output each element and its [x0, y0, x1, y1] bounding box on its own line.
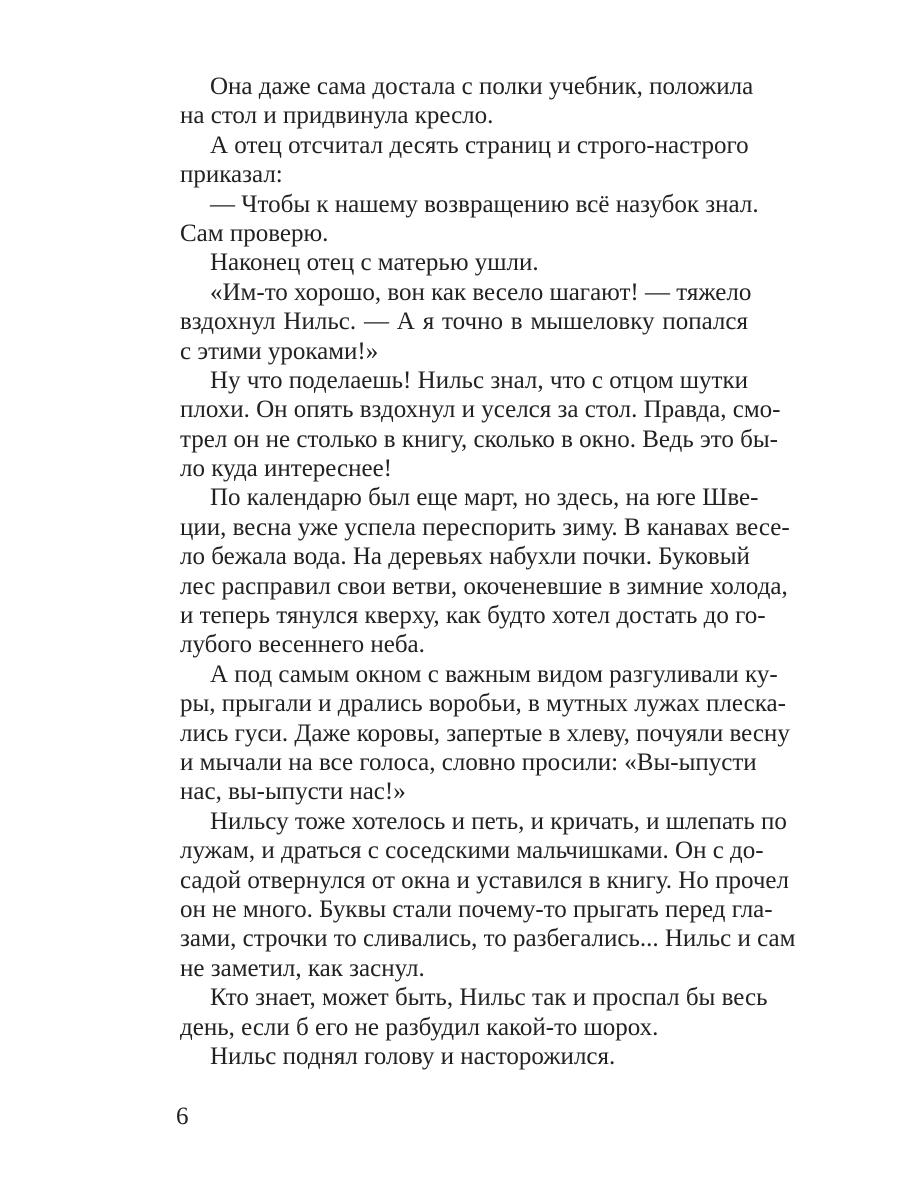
text-line: — Чтобы к нашему возвращению всё назубок знал. — [210, 190, 759, 218]
paragraph — [180, 807, 796, 983]
text-line: и теперь тянулся кверху, как будто хотел достать до го- — [180, 602, 766, 630]
paragraph — [180, 72, 754, 131]
paragraph — [180, 366, 781, 484]
text-line: приказал: — [180, 161, 283, 189]
text-line: и мычали на все голоса, словно просили: «Вы-ыпусти — [180, 748, 757, 776]
text-line: «Им-то хорошо, вон как весело шагают! — тяжело — [210, 278, 752, 306]
text-line: По календарю был еще март, но здесь, на юге Шве- — [210, 484, 759, 512]
paragraph — [180, 131, 748, 190]
text-line: ции, весна уже успела переспорить зиму. В канавах весе- — [180, 513, 790, 541]
paragraph — [180, 1042, 748, 1071]
text-line: плохи. Он опять вздохнул и уселся за стол. Правда, смо- — [180, 396, 781, 424]
text-line: Сам проверю. — [180, 219, 329, 247]
text-line: лес расправил свои ветви, окоченевшие в зимние холода, — [180, 572, 788, 600]
paragraph — [180, 190, 759, 249]
text-line: А отец отсчитал десять страниц и строго-настрого — [210, 131, 749, 159]
text-line: Нильс поднял голову и насторожился. — [210, 1042, 616, 1070]
text-line: с этими уроками!» — [180, 337, 379, 365]
text-line: садой отвернулся от окна и уставился в книгу. Но прочел — [180, 866, 789, 894]
text-line: Ну что поделаешь! Нильс знал, что с отцом шутки — [210, 366, 748, 394]
text-line: Она даже сама достала с полки учебник, положила — [210, 73, 754, 100]
text-line: он не много. Буквы стали почему-то прыгать перед гла- — [180, 895, 773, 923]
paragraph — [180, 248, 748, 277]
text-line: не заметил, как заснул. — [180, 954, 425, 982]
text-line: ры, прыгали и дрались воробьи, в мутных лужах плеска- — [180, 690, 786, 718]
text-line: на стол и придвинула кресло. — [180, 102, 494, 130]
text-line: Наконец отец с матерью ушли. — [210, 249, 539, 277]
text-line: Нильсу тоже хотелось и петь, и кричать, и шлепать по — [210, 807, 787, 835]
text-line: зами, строчки то сливались, то разбегались... Нильс и сам — [180, 925, 796, 953]
text-line: А под самым окном с важным видом разгуливали ку- — [210, 660, 778, 688]
text-line: лись гуси. Даже коровы, запертые в хлеву, почуяли весну — [180, 719, 790, 747]
paragraph — [180, 660, 790, 807]
text-line: лубого весеннего неба. — [180, 631, 425, 659]
text-line: лужам, и драться с соседскими мальчишками. Он с до- — [180, 837, 764, 865]
paragraph — [180, 983, 768, 1042]
text-line: вздохнул Нильс. — А я точно в мышеловку попался — [180, 308, 748, 336]
text-line: трел он не столько в книгу, сколько в окно. Ведь это бы- — [180, 425, 778, 453]
paragraph — [180, 483, 790, 659]
text-line: день, если б его не разбудил какой-то шорох. — [180, 1013, 659, 1041]
paragraph — [180, 278, 752, 366]
text-line: ло бежала вода. На деревьях набухли почки. Буковый — [180, 543, 750, 571]
text-line: Кто знает, может быть, Нильс так и проспал бы весь — [210, 984, 768, 1012]
page-number: 6 — [176, 1103, 189, 1130]
text-line: ло куда интереснее! — [180, 455, 392, 483]
text-line: нас, вы-ыпусти нас!» — [180, 778, 406, 806]
page-text — [180, 72, 796, 1071]
